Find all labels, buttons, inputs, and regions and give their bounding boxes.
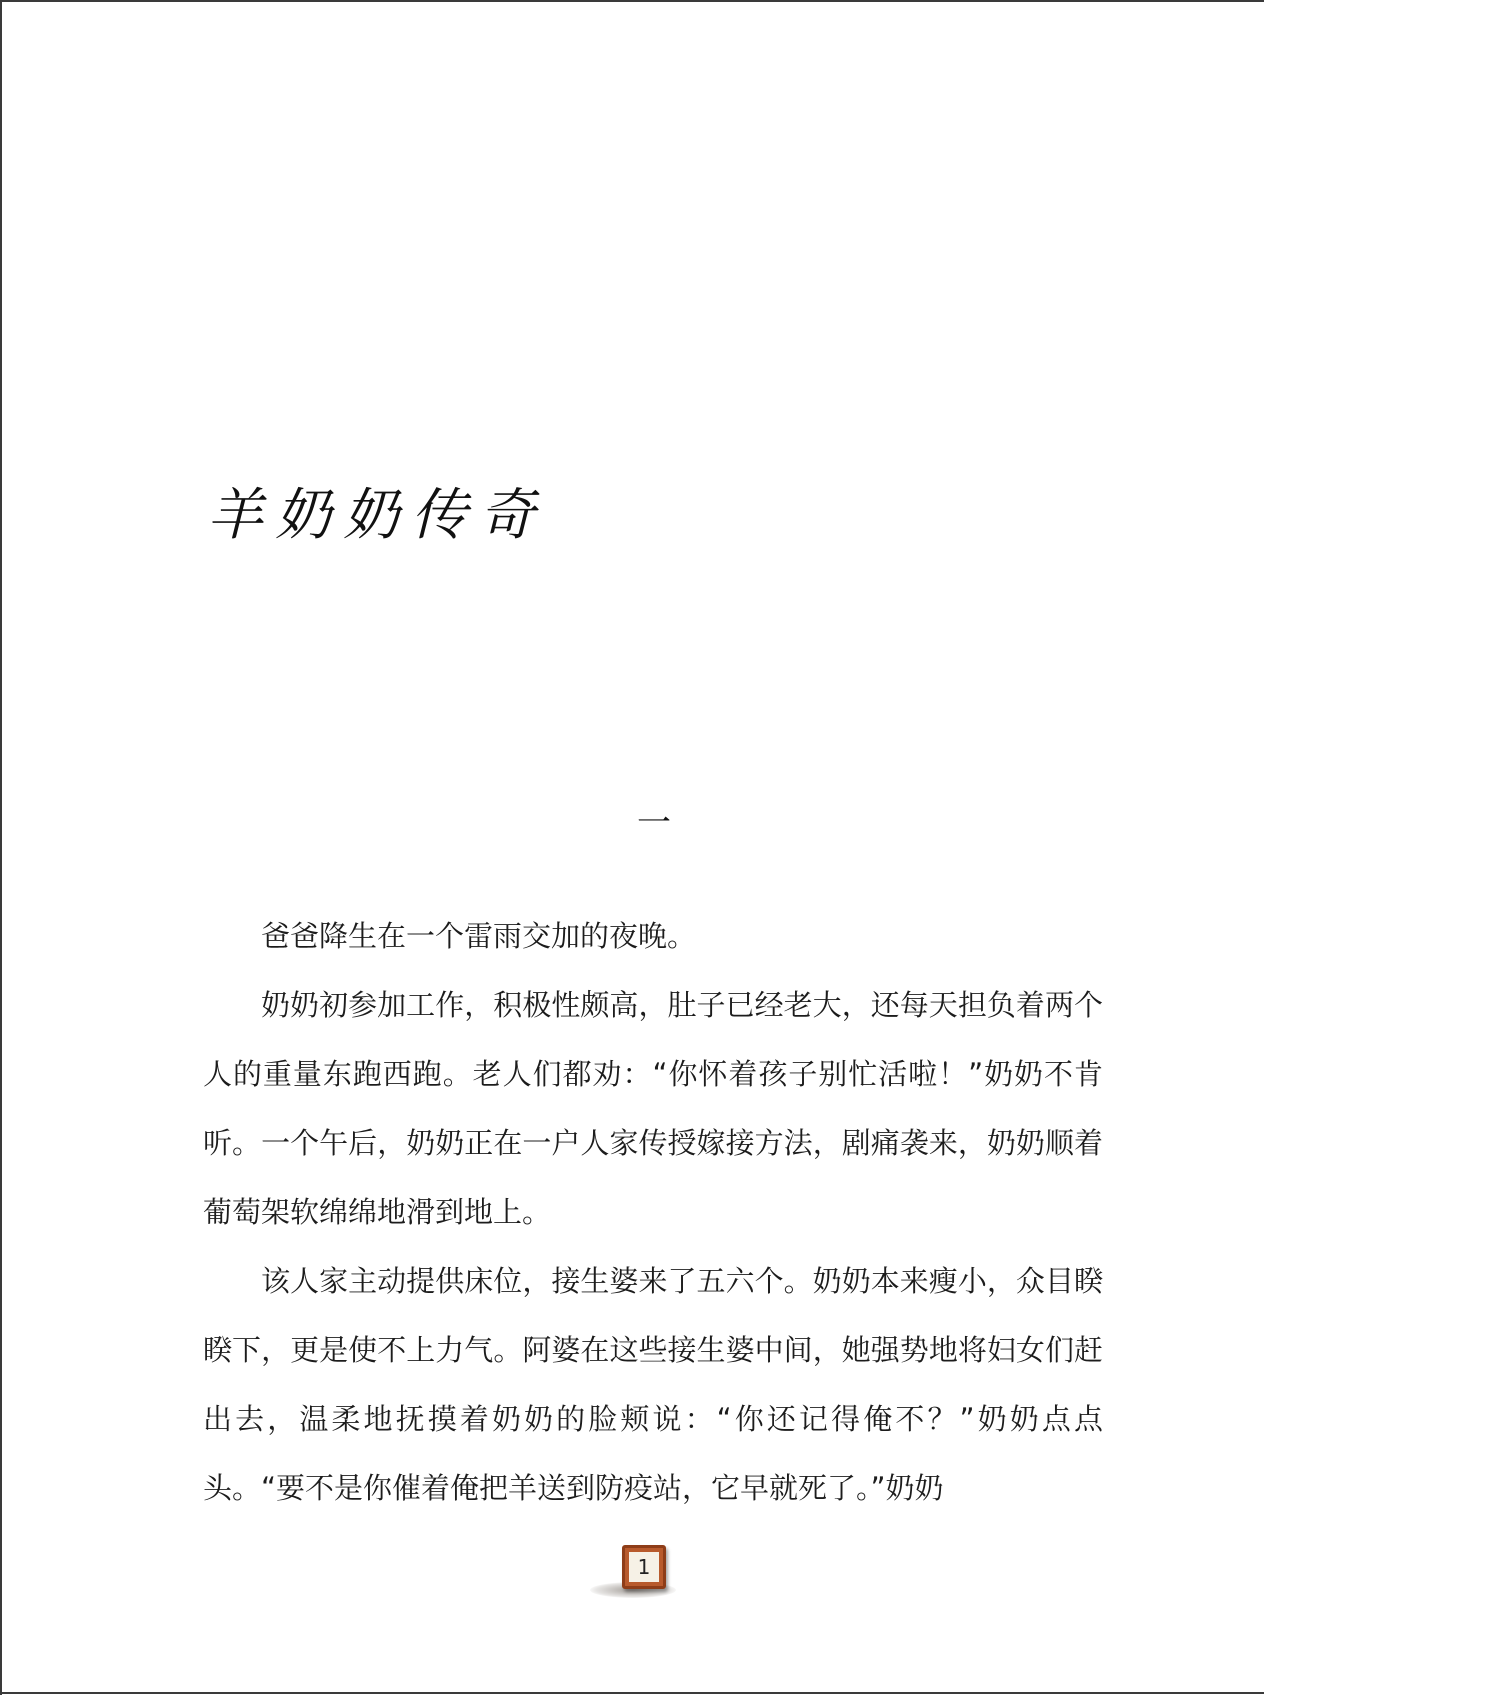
page-border-bottom [0, 1692, 1264, 1694]
page-number-badge [588, 1538, 698, 1608]
page-border-top [0, 0, 1264, 2]
paragraph: 该人家主动提供床位，接生婆来了五六个。奶奶本来瘦小，众目睽睽下，更是使不上力气。阿婆在这些接生婆中间，她强势地将妇女们赶出去，温柔地抚摸着奶奶的脸颊说：“你还记得俺不？”奶奶点点头。“要不是你催着俺把羊送到防疫站，它早就死了。”奶奶 [203, 1264, 1103, 1505]
paragraph: 爸爸降生在一个雷雨交加的夜晚。 [261, 919, 697, 953]
chapter-title: 羊奶奶传奇 [207, 483, 547, 548]
page-number: 1 [629, 1552, 659, 1582]
page-number-block [622, 1545, 666, 1589]
body-text [203, 902, 1103, 1523]
page-border-left [0, 0, 2, 1695]
section-number: 一 [637, 803, 671, 843]
paragraph: 奶奶初参加工作，积极性颇高，肚子已经老大，还每天担负着两个人的重量东跑西跑。老人们都劝：“你怀着孩子别忙活啦！”奶奶不肯听。一个午后，奶奶正在一户人家传授嫁接方法，剧痛袭来，奶奶顺着葡萄架软绵绵地滑到地上。 [203, 988, 1103, 1229]
